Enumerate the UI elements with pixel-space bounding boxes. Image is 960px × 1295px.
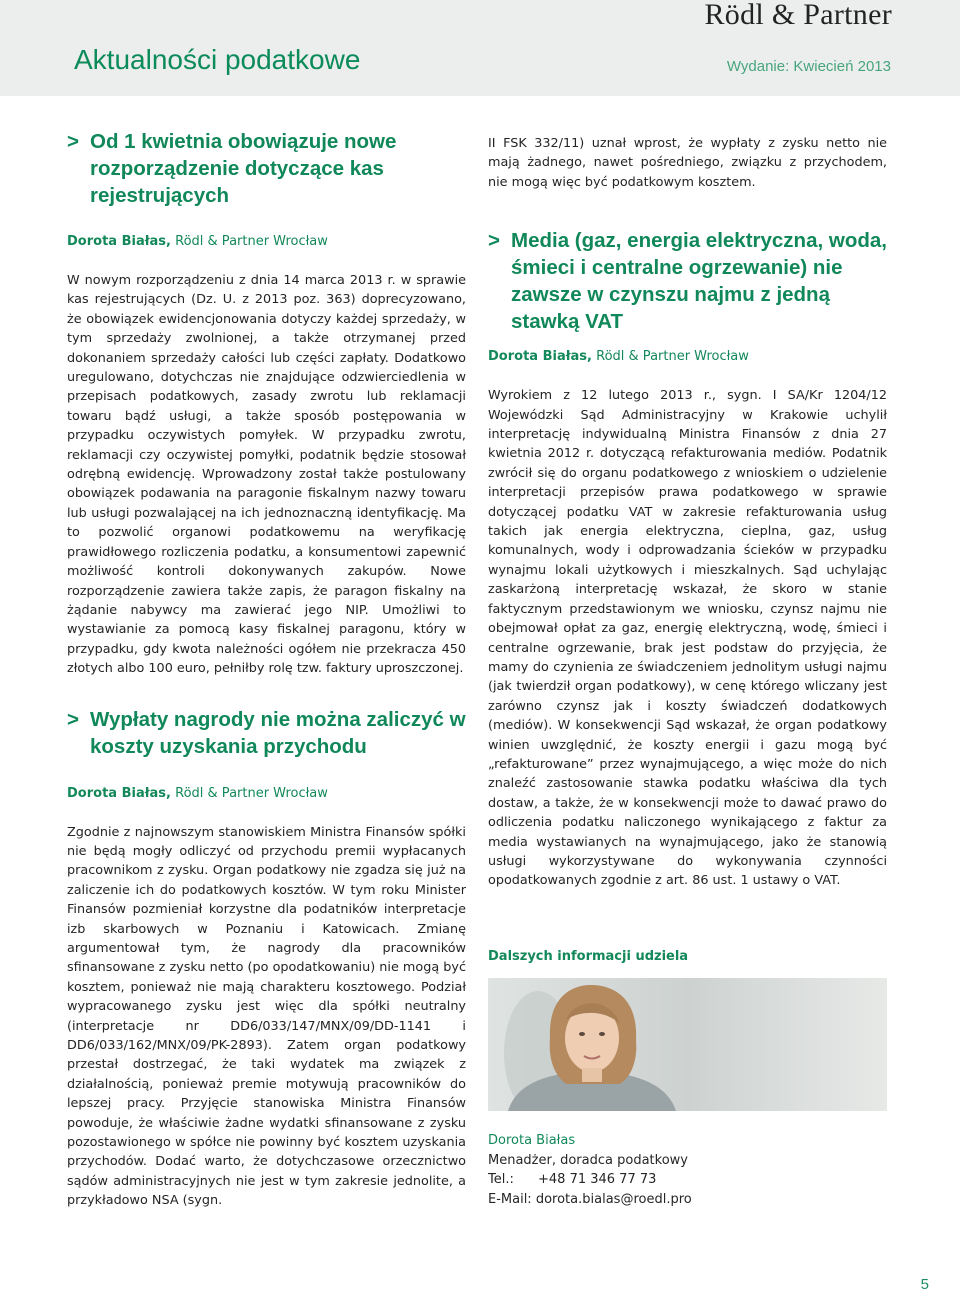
article-1-author: Dorota Białas, — [67, 234, 171, 249]
article-1-title: Od 1 kwietnia obowiązuje nowe rozporządzenie dotyczące kas rejestrujących — [90, 130, 397, 207]
edition-label: Wydanie: Kwiecień 2013 — [726, 58, 891, 75]
article-3-affiliation: Rödl & Partner Wrocław — [596, 349, 749, 365]
contact-phone-row — [488, 1170, 887, 1190]
page-number: 5 — [920, 1276, 929, 1293]
contact-details — [488, 1131, 887, 1209]
article-3-author: Dorota Białas, — [488, 349, 592, 365]
article-3-title: Media (gaz, energia elektryczna, woda, śmieci i centralne ogrzewanie) nie zawsze w czynszu najmu z jedną stawką VAT — [511, 229, 887, 334]
email-link[interactable]: dorota.bialas@roedl.pro — [535, 1191, 692, 1207]
article-1-body: W nowym rozporządzeniu z dnia 14 marca 2013 r. w sprawie kas rejestrujących (Dz. U. z 2013 poz. 363) doprecyzowano, że obowiązek ewidencjonowania dotyczy każdej sprzedaży, w tym sprzedaży zwolnionej, a także otrzymanej przed dokonaniem sprzedaży całości lub części zapłaty. Dodatkowo uregulowano, dotychczas nie znajdujące odzwierciedlenia w przepisach podatkowych, zasady zwrotu lub reklamacji towaru bądź usługi, a także sposób postępowania w przypadku oczywistych pomyłek. W przypadku zwrotu, reklamacji czy oczywistej pomyłki, podatnik będzie stosował odrębną ewidencję. Wprowadzony został także postulowany obowiązek podawania na paragonie fiskalnym nazwy towaru lub usługi pozwalającej na ich jednoznaczną identyfikację. Ma to pozwolić organowi podatkowemu na weryfikację prawidłowego rozliczenia podatku, a konsumentowi zapewnić możliwość kontroli dokonywanych zakupów. Nowe rozporządzenie zawiera także zapis, że paragon fiskalny na żądanie nabywcy ma zawierać jego NIP. Umożliwi to wystawianie za pomocą kasy fiskalnej paragonu, który w przypadku, gdy kwota należności ogółem nie przekracza 450 złotych albo 100 euro, pełniłby rolę tzw. faktury uproszczonej. — [67, 273, 466, 677]
article-2-continuation: II FSK 332/11) uznał wprost, że wypłaty z zysku netto nie mają żadnego, nawet pośredniego, związku z przychodem, nie mogą więc być podatkowym kosztem. — [488, 136, 887, 190]
contact-position: Menadżer, doradca podatkowy — [488, 1152, 688, 1168]
heading-marker: > — [67, 707, 79, 731]
right-column — [488, 134, 887, 1209]
brand-logo: Rödl & Partner — [704, 0, 892, 31]
article-3-body: Wyrokiem z 12 lutego 2013 r., sygn. I SA/Kr 1204/12 Wojewódzki Sąd Administracyjny w Krakowie uchylił interpretację indywidualną Ministra Finansów z dnia 27 kwietnia 2012 r. dotyczącą refakturowania mediów. Podatnik zwrócił się do organu podatkowego z wnioskiem o udzielenie interpretacji przepisów prawa podatkowego w sprawie dotyczącej podatku VAT w zakresie refakturowania usług takich jak energia elektryczna, cieplna, gaz, usług komunalnych, wody i odprowadzania ścieków w przypadku wynajmu lokali użytkowych i mieszkalnych. Sąd uchylając zaskarżoną interpretację wskazał, że skoro w stanie faktycznym przedstawionym we wniosku, czynsz najmu nie obejmował opłat za gaz, energię elektryczną, wodę, śmieci i centralne ogrzewanie, brak jest podstaw do przyjęcia, że mamy do czynienia ze świadczeniem jednolitym usługi najmu (jak twierdził organ podatkowy), w cenę którego wliczany jest zarówno czynsz jak i koszty świadczeń dodatkowych (mediów). W konsekwencji Sąd wskazał, że organ podatkowy winien uwzględnić, że koszty energii i gazu mogą być „refakturowane” przez wynajmującego, a więc może do nich znaleźć zastosowanie stawka podatku właściwa dla tych dostaw, a także, że w konsekwencji może to dawać prawo do odliczenia podatku naliczonego wynikającego z faktur za media wystawianych na wynajmującego, jako że stanowią usługi wykorzystywane do wykonywania czynności opodatkowanych zgodnie z art. 86 ust. 1 ustawy o VAT. — [488, 388, 887, 889]
phone-label: Tel.: — [488, 1172, 514, 1188]
article-3-heading — [488, 227, 896, 335]
email-label: E-Mail: — [488, 1191, 532, 1207]
article-2-affiliation: Rödl & Partner Wrocław — [175, 785, 328, 801]
contact-email-row — [488, 1190, 887, 1210]
newsletter-title: Aktualności podatkowe — [74, 44, 361, 75]
article-2-heading — [67, 706, 480, 760]
contact-heading: Dalszych informacji udziela — [488, 948, 689, 964]
article-2-body: Zgodnie z najnowszym stanowiskiem Ministra Finansów spółki nie będą mogły odliczyć od przychodu premii wypłacanych pracownikom z zysku. Organ podatkowy nie zgadza się już na zaliczenie ich do podatkowych kosztów. W tym roku Minister Finansów pozmieniał korzystne dla podatników interpretacje izb skarbowych w Poznaniu i Katowicach. Zmianę argumentował tym, że nagrody dla pracowników sfinansowane z zysku netto (po opodatkowaniu) nie mogą być kosztem, ponieważ nie mają charakteru kosztowego. Podział wypracowanego zysku jest więc dla spółki neutralny (interpretacje nr DD6/033/147/MNX/09/DD-1141 i DD6/033/162/MNX/09/PK-2893). Zatem organ podatkowy przestał dostrzegać, że taki wydatek ma związek z działalnością, ponieważ premie motywują pracowników do lepszej pracy. Przyjęcie stanowiska Ministra Finansów powoduje, że właściwie żadne wydatki sfinansowane z zysku pozostawionego w spółce nie powinny być kosztem uzyskania przychodów. Dodać warto, że dotychczasowe orzecznictwo sądów administracyjnych nie jest w tym zakresie jednolite, a przykładowo NSA (sygn. — [67, 824, 466, 1209]
contact-name: Dorota Białas — [488, 1133, 576, 1149]
portrait-image — [488, 978, 887, 1111]
article-1-affiliation: Rödl & Partner Wrocław — [175, 234, 328, 249]
heading-marker: > — [488, 229, 500, 253]
contact-photo — [488, 978, 887, 1111]
article-2-author: Dorota Białas, — [67, 785, 171, 801]
article-3-byline — [488, 347, 887, 366]
article-2-title: Wypłaty nagrody nie można zaliczyć w koszty uzyskania przychodu — [90, 707, 466, 758]
article-1-byline — [67, 232, 466, 251]
phone-number[interactable]: +48 71 346 77 73 — [538, 1172, 657, 1188]
heading-marker: > — [67, 130, 79, 153]
left-column — [67, 128, 466, 1211]
article-2-byline — [67, 784, 466, 803]
article-1-heading — [67, 128, 420, 209]
